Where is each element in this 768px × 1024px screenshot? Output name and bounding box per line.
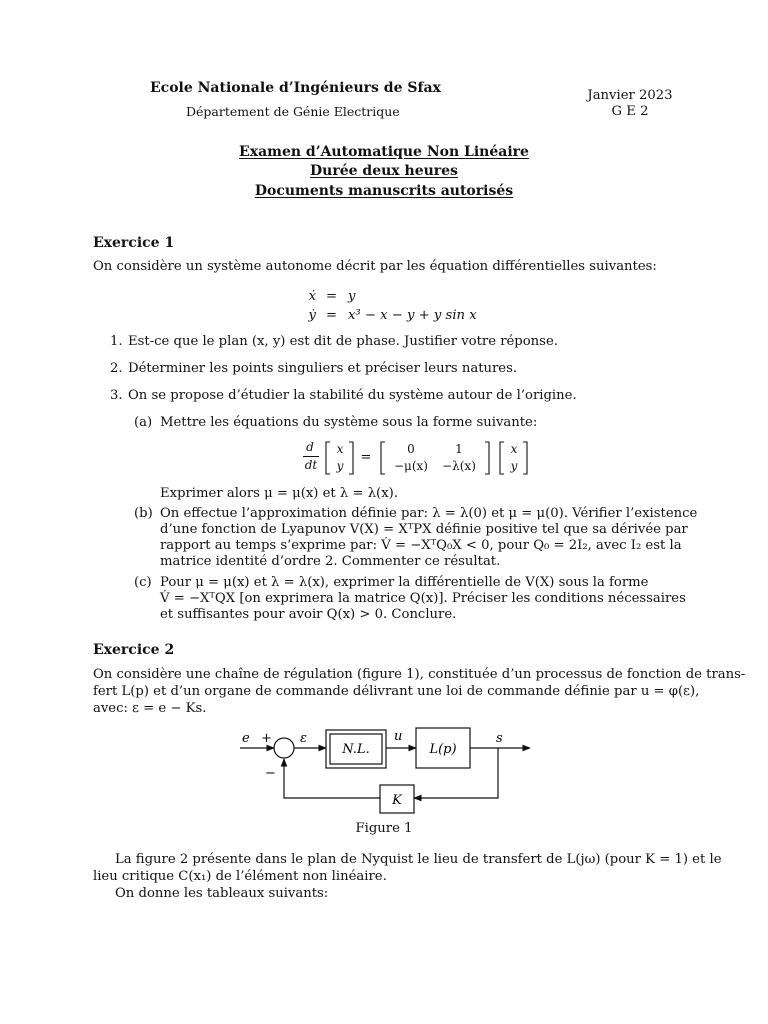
bracket-right-vec2 xyxy=(523,442,527,474)
q2-number: 2. xyxy=(110,361,123,376)
qc-label: (c) xyxy=(134,575,152,590)
matrix-m11: 0 xyxy=(407,442,415,456)
eq2-equals: = xyxy=(326,308,338,323)
qa-after-text: Exprimer alors μ = μ(x) et λ = λ(x). xyxy=(160,486,398,501)
exam-title: Examen d’Automatique Non Linéaire xyxy=(239,144,529,160)
matrix-m12: 1 xyxy=(455,442,463,456)
matrix-m22: −λ(x) xyxy=(442,459,476,473)
school-name: Ecole Nationale d’Ingénieurs de Sfax xyxy=(150,80,441,96)
plus-sign: + xyxy=(261,731,272,746)
bracket-right-matrix xyxy=(485,442,489,474)
matrix-brackets xyxy=(0,440,768,480)
eq1-equals: = xyxy=(326,289,338,304)
signal-s: s xyxy=(496,731,503,746)
block-diagram xyxy=(0,718,768,838)
exam-date: Janvier 2023 xyxy=(587,88,673,103)
qa-label: (a) xyxy=(134,415,153,430)
matrix-dt: dt xyxy=(304,458,318,472)
vec2-y: y xyxy=(510,459,518,473)
qb-label: (b) xyxy=(134,506,153,521)
signal-u: u xyxy=(394,729,403,744)
qb-line-4: matrice identité d’ordre 2. Commenter ce résultat. xyxy=(160,554,501,569)
bracket-right-vec1 xyxy=(349,442,353,474)
vec1-x: x xyxy=(336,442,344,456)
qc-line-2: V̇ = −XᵀQX [on exprimera la matrice Q(x)]. Préciser les conditions nécessaires xyxy=(160,591,686,606)
matrix-d: d xyxy=(306,440,314,454)
signal-epsilon: ε xyxy=(300,731,307,746)
exercise-1-heading: Exercice 1 xyxy=(93,235,175,251)
summing-junction xyxy=(274,738,294,758)
q3-number: 3. xyxy=(110,388,123,403)
department-name: Département de Génie Electrique xyxy=(186,104,400,119)
feedback-path-left xyxy=(284,759,380,798)
ex2-after-line-1: La figure 2 présente dans le plan de Nyquist le lieu de transfert de L(jω) (pour K = 1) et le xyxy=(115,852,722,867)
lp-label: L(p) xyxy=(429,742,457,757)
eq2-lhs: ẏ xyxy=(308,308,316,323)
q2-text: Déterminer les points singuliers et préciser leurs natures. xyxy=(128,361,518,376)
bracket-left-vec1 xyxy=(326,442,330,474)
q1-text: Est-ce que le plan (x, y) est dit de phase. Justifier votre réponse. xyxy=(128,334,558,349)
bracket-left-matrix xyxy=(381,442,385,474)
exam-class: G E 2 xyxy=(611,104,649,119)
signal-e: e xyxy=(242,731,250,746)
qb-line-2: d’une fonction de Lyapunov V(X) = XᵀPX définie positive tel que sa dérivée par xyxy=(160,522,688,537)
matrix-m21: −μ(x) xyxy=(394,459,428,473)
qb-line-1: On effectue l’approximation définie par: λ = λ(0) et μ = μ(0). Vérifier l’existence xyxy=(160,506,698,521)
qc-line-1: Pour μ = μ(x) et λ = λ(x), exprimer la différentielle de V(X) sous la forme xyxy=(160,575,649,590)
bracket-left-vec2 xyxy=(500,442,504,474)
q3-text: On se propose d’étudier la stabilité du système autour de l’origine. xyxy=(128,388,577,403)
matrix-equals: = xyxy=(360,450,372,465)
eq1-rhs: y xyxy=(348,289,356,304)
ex2-intro-line-1: On considère une chaîne de régulation (figure 1), constituée d’un processus de fonction de trans- xyxy=(93,667,746,682)
exercise-1-intro: On considère un système autonome décrit par les équation différentielles suivantes: xyxy=(93,259,657,274)
vec1-y: y xyxy=(336,459,344,473)
vec2-x: x xyxy=(510,442,518,456)
qc-line-3: et suffisantes pour avoir Q(x) > 0. Conclure. xyxy=(160,607,457,622)
eq1-lhs: ẋ xyxy=(308,289,316,304)
q1-number: 1. xyxy=(110,334,123,349)
qa-text: Mettre les équations du système sous la forme suivante: xyxy=(160,415,538,430)
exam-duration: Durée deux heures xyxy=(310,163,458,179)
ex2-intro-line-3: avec: ε = e − Ks. xyxy=(93,701,207,716)
qb-line-3: rapport au temps s’exprime par: V̇ = −XᵀQ₀X < 0, pour Q₀ = 2I₂, avec I₂ est la xyxy=(160,538,682,553)
k-label: K xyxy=(392,793,402,808)
figure-1-caption: Figure 1 xyxy=(355,821,413,836)
minus-sign: − xyxy=(265,766,276,781)
nl-label: N.L. xyxy=(342,742,370,757)
exam-documents: Documents manuscrits autorisés xyxy=(254,183,514,199)
exercise-2-heading: Exercice 2 xyxy=(93,642,175,658)
ex2-after-line-2: lieu critique C(x₁) de l’élément non linéaire. xyxy=(93,869,387,884)
ex2-after-line-3: On donne les tableaux suivants: xyxy=(115,886,329,901)
eq2-rhs: x³ − x − y + y sin x xyxy=(348,308,477,323)
ex2-intro-line-2: fert L(p) et d’un organe de commande délivrant une loi de commande définie par u = φ(ε), xyxy=(93,684,700,699)
